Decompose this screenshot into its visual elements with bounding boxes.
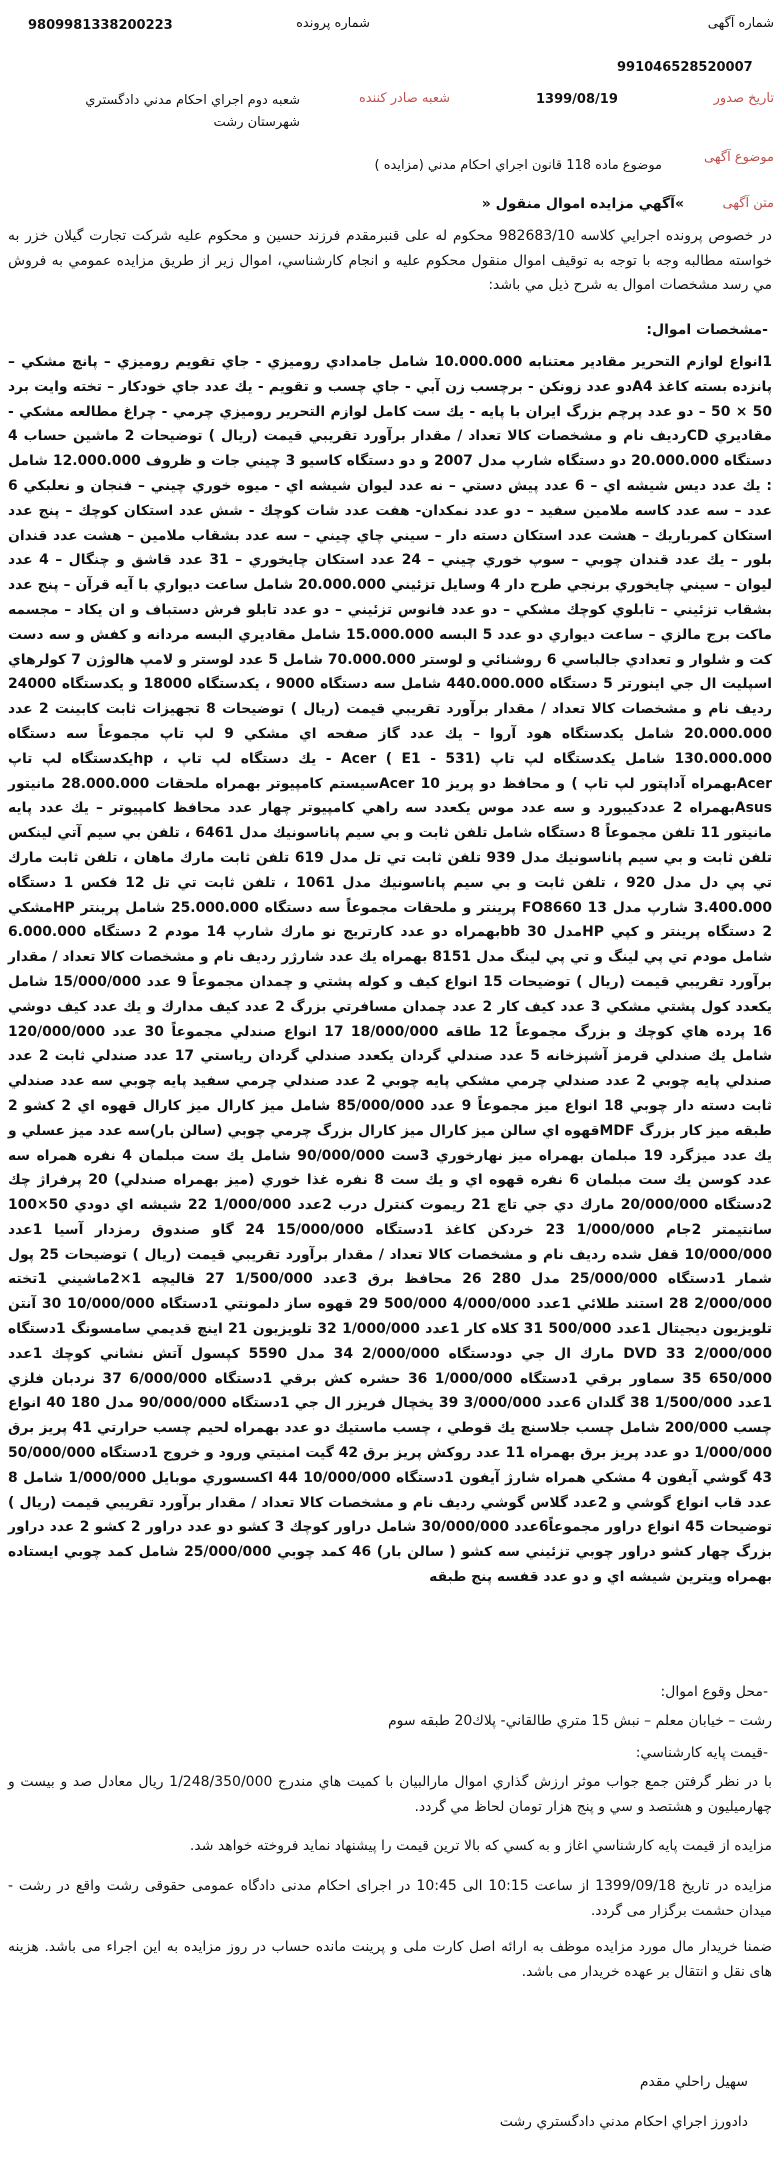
intro-paragraph: در خصوص پرونده اجرايي كلاسه 982683/10 محكوم له علی قنبرمقدم فرزند حسين و محكوم عليه شركت تجارت گيلان خزر به خواسته مطالبه وجه با توجه به توقيف اموال منقول محكوم عليه و انجام كارشناسي، اموال زير از طريق مزايده عمومي به فروش مي رسد مشخصات اموال به شرح ذيل مي باشد: <box>8 228 772 294</box>
signer-name: سهيل راحلي مقدم <box>639 2074 748 2090</box>
signer-title: دادورز اجراي احكام مدني دادگستري رشت <box>499 2114 748 2130</box>
issuing-branch-label: شعبه صادر کننده <box>358 91 450 106</box>
specs-paragraph: 1انواع لوازم التحرير مقادير معتنابه 10.000.000 شامل جامدادي روميزي - جاي تقويم روميزي – پانچ مشكي – پانزده بسته كاغذ A4دو عدد زونكن - برچسب زن آبي - جاي چسب و تقويم - يك عدد جاي خودكار – تخته وايت برد 50 × 50 – دو عدد پرچم بزرگ ايران با پايه - يك ست كامل لوازم التحرير روميزي چرمي - چراغ مطالعه مشكي - مقاديري CDرديف نام و مشخصات كالا تعداد / مقدار برآورد تقريبي قيمت (ريال ) توضيحات 2 ماشين حساب 4 دستگاه 20.000.000 دو دستگاه شارپ مدل 2007 و دو دستگاه كاسيو 3 چيني جات و ظروف 12.000.000 شامل : يك عدد ديس شيشه اي – 6 عدد پيش دستي – نه عدد ليوان شيشه اي - ميوه خوري چيني – فنجان و نعلبكي 6 عدد – سه عدد كاسه ملامين سفيد – دو عدد نمكدان- هفت عدد شات كوچك - شش عدد استكان كوچك – پنج عدد استكان كمرباريك – هشت عدد استكان دسته دار – سيني چاي چيني – سه عدد بشقاب ملامين – هشت عدد قندان بلور – يك عدد قندان چوبي – سوپ خوري چيني – 24 عدد استكان چايخوري – 31 عدد قاشق و چنگال – 4 عدد ليوان – سيني چايخوري برنجي طرح دار 4 وسايل تزئيني 20.000.000 شامل ساعت ديواري با آيه قرآن – پنج عدد بشقاب تزئيني – تابلوي كوچك مشكي – دو عدد فانوس تزئيني – دو عدد تابلو فرش دستباف و ان يكاد – مجسمه ماكت برج مالزي – ساعت ديواري دو عدد 5 البسه 15.000.000 شامل مقاديري البسه مردانه و كفش و سه دست كت و شلوار و تعدادي جالباسي 6 روشنائي و لوستر 70.000.000 شامل 5 عدد لوستر و لامپ هالوژن 7 كولرهاي اسپليت ال جي اينورتر 5 دستگاه 440.000.000 شامل سه دستگاه 9000 ، يكدستگاه 18000 و يكدستگاه 24000 رديف نام و مشخصات كالا تعداد / مقدار برآورد تقريبي قيمت (ريال ) توضيحات 8 تجهيزات ثابت كابينت 2 عدد 20.000.000 شامل يكدستگاه هود آروا – يك عدد گاز صفحه اي مشكي 9 لپ تاپ مجموعاً سه دستگاه 130.000.000 شامل يكدستگاه لپ تاپ Acer ( E1 - 531) - يك دستگاه لپ تاپ ، hpيكدستگاه لپ تاپ Acerبهمراه آداپتور لپ تاپ ) و محافظ دو پريز Acer 10سيستم كامپيوتر بهمراه ملحقات 28.000.000 مانيتور Asusبهمراه 2 عددكيبورد و سه عدد موس يكعدد سه راهي كامپيوتر چهار عدد محافظ كامپيوتر – يك عدد پايه مانيتور 11 تلفن مجموعاً 8 دستگاه شامل تلفن ثابت و بي سيم پاناسونيك مدل 6461 ، تلفن بي سيم آتي لينكس تلفن ثابت و بي سيم پاناسونيك مدل 939 تلفن ثابت تي تل مدل 619 تلفن ثابت مارك ماهان ، تلفن ثابت مارك تي پي دل مدل 920 ، تلفن ثابت و بي سيم پاناسونيك مدل 1061 ، تلفن ثابت تي تل 12 فكس 1 دستگاه 3.400.000 شارپ مدل FO8660 13 پرينتر و ملحقات مجموعاً سه دستگاه 25.000.000 شامل پرينتر HPمشكي 2 دستگاه پرينتر و كپي HPمدل bb 30بهمراه دو عدد كارتريج نو مارك شارپ 14 مودم 2 دستگاه 6.000.000 شامل مودم تي پي لينگ و تي پي لينگ مدل 8151 بهمراه يك عدد شارژر رديف نام و مشخصات كالا تعداد / مقدار برآورد تقريبي قيمت (ريال ) توضيحات 15 انواع كيف و كوله پشتي و چمدان مجموعاً 9 عدد 15/000/000 شامل يكعدد كول پشتي مشكي 3 عدد كيف كار 2 عدد چمدان مسافرتي بزرگ 2 عدد كيف مدارك و يك عدد كيف دوشي 16 پرده هاي كوچك و بزرگ مجموعاً 12 طاقه 18/000/000 17 انواع صندلي مجموعاً 30 عدد 120/000/000 شامل يك صندلي قرمز آشپزخانه 5 عدد صندلي گردان يكعدد صندلي گردان رياستي 17 عدد صندلي ثابت 2 عدد صندلي پايه چوبي 2 عدد صندلي چرمي مشكي پايه چوبي 2 عدد صندلي چرمي سفيد پايه چوبي سه عدد صندلي ثابت دسته دار چوبي 18 انواع ميز مجموعاً 9 عدد 85/000/000 شامل ميز كارال ميز كارال قهوه اي 2 كشو 2 طبقه ميز كار بزرگ MDFقهوه اي سالن ميز كارال ميز كارال بزرگ چرمي چوبي (سالن بار)سه عدد ميز عسلي و يك عدد ميزگرد 19 مبلمان بهمراه ميز نهارخوري 3ست 90/000/000 شامل يك ست مبلمان 4 نفره همراه سه عدد كوسن يك ست مبلمان 6 نفره قهوه اي و يك ست 8 نفره غذا خوري (ميز بهمراه صندلي) 20 پرفراژ چك 2دستگاه 20/000/000 مارك دي جي تاچ 21 ريموت كنترل درب 2عدد 1/000/000 22 شيشه اي دودي 50×100 سانتيمتر 2جام 1/000/000 23 خردكن كاغذ 1دستگاه 15/000/000 24 گاو صندوق رمزدار آسيا 1عدد 10/000/000 قفل شده رديف نام و مشخصات كالا تعداد / مقدار برآورد تقريبي قيمت (ريال ) توضيحات 25 پول شمار 1دستگاه 25/000/000 مدل 280 26 محافظ برق 3عدد 1/500/000 27 قاليچه 1×2ماشيني 1تخته 2/000/000 28 استند طلائي 1عدد 4/000/000 500/000 29 قهوه ساز دلمونتي 1دستگاه 10/000/000 30 آنتن تلويزيون ديجيتال 1عدد 500/000 31 كلاه كار 1عدد 1/000/000 32 تلويزيون 21 اينچ قديمي سامسونگ 1دستگاه 2/000/000 DVD 33 مارك ال جي دودستگاه 2/000/000 34 مدل 5590 كپسول آتش نشاني كوچك 1عدد 650/000 35 سماور برقي 1دستگاه 1/000/000 36 حشره كش برقي 1دستگاه 6/000/000 37 نردبان فلزي 1عدد 1/500/000 38 گلدان 6عدد 3/000/000 39 يخچال فريزر ال جي 1دستگاه 90/000/000 مدل 180 40 انواع چسب 200/000 شامل چسب جلاسنچ يك قوطي ، چسب ماستيك دو عدد بهمراه لحيم چسب حرارتي 41 پريز برق 1/000/000 دو عدد پريز برق بهمراه 11 عدد روكش پريز برق 42 گيت امنيتي ورود و خروج 1دستگاه 50/000/000 43 گوشي آيفون 4 مشكي همراه شارژ آيفون 1دستگاه 10/000/000 44 اكسسوري موبايل 1/000/000 شامل 8 عدد قاب انواع گوشي و 2عدد گلاس گوشي رديف نام و مشخصات كالا تعداد / مقدار برآورد تقريبي قيمت (ريال ) توضيحات 45 انواع دراور مجموعاً6عدد 30/000/000 شامل دراور كوچك 3 كشو دو عدد دراور 2 كشو 2 عدد دراور بزرگ چهار كشو دراور چوبي تزئيني سه كشو ( سالن بار) 46 كمد چوبي 25/000/000 شامل كمد چوبي ايستاده بهمراه ويترين شيشه اي و دو عدد قفسه پنج طبقه <box>8 354 773 1586</box>
auction-time: مزايده در تاريخ 1399/09/18 از ساعت 10:15 الی 10:45 در اجرای احكام مدنی دادگاه عمومی حقوقی رشت واقع در رشت - ميدان حشمت برگزار می گردد. <box>8 1878 772 1919</box>
location-text: رشت – خيابان معلم – نبش 15 متري طالقاني- پلاك20 طبقه سوم <box>387 1713 772 1729</box>
auction-note: مزايده از قيمت پايه كارشناسي اغاز و به كسي كه بالا ترين قيمت را پيشنهاد نمايد فروخته خواهد شد. <box>189 1838 772 1854</box>
case-number-value: 9809981338200223 <box>28 18 173 33</box>
case-number-label: شماره پرونده <box>296 16 370 31</box>
deposit-note: ضمنا خريدار مال مورد مزايده موظف به ارائه اصل كارت ملی و پرينت مانده حساب در روز مزايده به اين اجراء می باشد. هزينه های نقل و انتقال بر عهده خريدار می باشد. <box>8 1939 772 1980</box>
specs-title: -مشخصات اموال: <box>646 322 768 338</box>
issue-date-label: تاریخ صدور <box>713 91 774 106</box>
text-label: متن آگهی <box>722 196 774 211</box>
subject-label: موضوع آگهی <box>704 150 774 165</box>
base-price-title: -قيمت پايه كارشناسي: <box>635 1745 768 1761</box>
notice-number-value: 991046528520007 <box>617 60 753 75</box>
notice-number-label: شماره آگهی <box>707 16 774 31</box>
court-name: شعبه دوم اجراي احكام مدني دادگستري شهرستان رشت <box>85 93 300 130</box>
base-price-text: با در نظر گرفتن جمع جواب موثر ارزش گذاري اموال مارالبيان با كميت هاي مندرج 1/248/350/000 ريال معادل صد و بيست و چهارميليون و هشتصد و سي و پنج هزار تومان لحاظ مي گردد. <box>8 1774 772 1815</box>
location-title: -محل وقوع اموال: <box>660 1684 768 1700</box>
issue-date-value: 1399/08/19 <box>536 92 618 107</box>
notice-title: »آگهي مزايده اموال منقول « <box>481 196 684 212</box>
subject-value: موضوع ماده 118 قانون اجراي احكام مدني (مزايده ) <box>374 158 662 173</box>
